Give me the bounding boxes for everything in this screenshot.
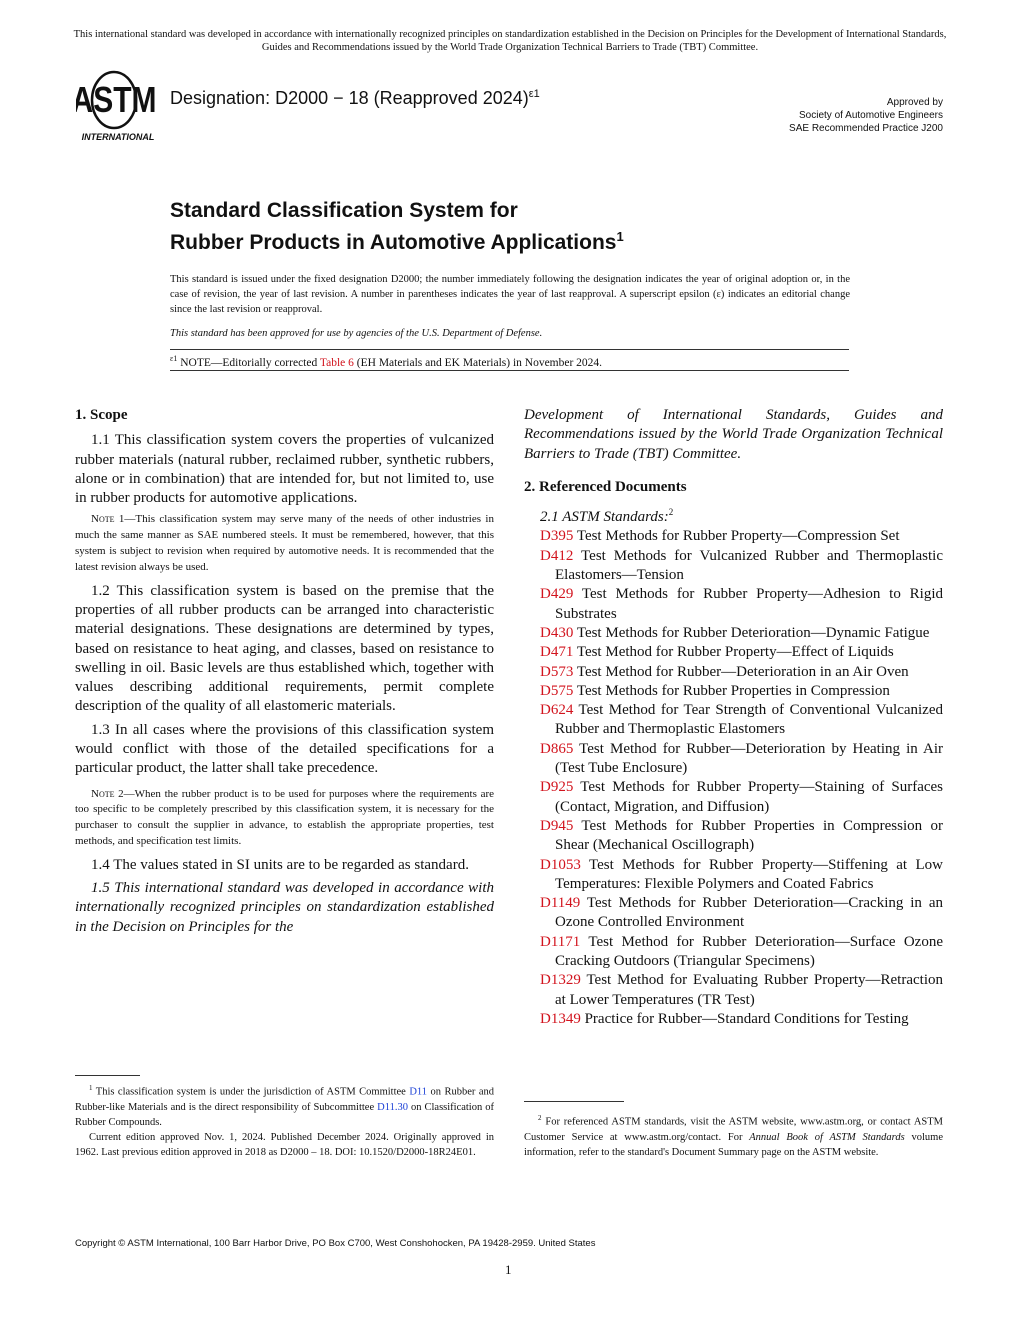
reference-title: Test Methods for Rubber Property—Stiffening at Low Temperatures: Flexible Polymers and Coated Fabrics (555, 856, 943, 892)
astm-logo (76, 70, 160, 142)
fn-italic: Annual Book of ASTM Standards (749, 1131, 905, 1143)
epsilon-text-end: (EH Materials and EK Materials) in November 2024. (353, 356, 603, 369)
section-1-1: 1.1 This classification system covers the properties of vulcanized rubber materials (natural rubber, reclaimed rubber, synthetic rubbers, alone or in combination) that are intended for, but not limited to, use in rubber products for automotive applications. (75, 432, 494, 507)
edition-info: Current edition approved Nov. 1, 2024. Published December 2024. Originally approved in 1962. Last previous edition approved in 2018 as D2000 – 18. DOI: 10.1520/D2000-18R24E01. (75, 1131, 494, 1158)
sae-practice: SAE Recommended Practice J200 (789, 123, 943, 134)
fn-text: volume information, refer to the standard's Document Summary page on the ASTM website. (524, 1131, 943, 1158)
divider (170, 370, 849, 371)
reference-item (524, 624, 943, 643)
reference-item (524, 971, 943, 1010)
committee-d11-link[interactable]: D11 (409, 1086, 428, 1098)
reference-item (524, 585, 943, 624)
reference-code-link[interactable]: D430 (540, 624, 574, 641)
reference-title: Test Methods for Rubber Property—Compression Set (573, 528, 900, 545)
reference-title: Test Methods for Rubber Deterioration—Dynamic Fatigue (573, 624, 930, 641)
reference-item (524, 778, 943, 817)
reference-title: Test Method for Rubber—Deterioration by Heating in Air (Test Tube Enclosure) (555, 740, 943, 777)
footnote-rule (524, 1101, 624, 1102)
section-1-4: 1.4 The values stated in SI units are to be regarded as standard. (91, 856, 469, 873)
reference-title: Test Method for Evaluating Rubber Property—Retraction at Lower Temperatures (TR Test) (555, 972, 943, 1008)
reference-item (524, 527, 943, 546)
svg-text:INTERNATIONAL: INTERNATIONAL (81, 132, 155, 142)
reference-code-link[interactable]: D471 (540, 644, 574, 661)
reference-code-link[interactable]: D1149 (540, 895, 581, 912)
epsilon-note (170, 354, 602, 369)
reference-code-link[interactable]: D1329 (540, 972, 581, 989)
footnote-1 (75, 1081, 494, 1160)
fn-text: on Classification of Rubber Compounds. (75, 1101, 494, 1128)
fn-text: on Rubber and Rubber-like Materials and is the direct responsibility of Subcommittee (75, 1086, 495, 1113)
footnote-rule (75, 1075, 140, 1076)
reference-item (524, 894, 943, 933)
reference-code-link[interactable]: D1053 (540, 856, 581, 873)
reference-code-link[interactable]: D945 (540, 817, 574, 834)
subheading-text: 2.1 ASTM Standards: (540, 509, 669, 526)
title-line-1: Standard Classification System for (170, 199, 518, 222)
reference-code-link[interactable]: D925 (540, 779, 574, 796)
reference-title: Test Method for Rubber Deterioration—Surface Ozone Cracking Outdoors (Triangular Specimens) (555, 933, 943, 970)
fn-text: For referenced ASTM standards, visit the ASTM website, www.astm.org, or contact ASTM Customer Service at www.astm.org/contact. For (524, 1116, 943, 1143)
reference-title: Test Method for Rubber—Deterioration in an Air Oven (573, 663, 909, 680)
referenced-standards-list (524, 527, 943, 1029)
table-6-link[interactable]: Table 6 (319, 356, 354, 369)
section-1-3: 1.3 In all cases where the provisions of this classification system would conflict with those of the detailed specifications for a particular product, the latter shall take precedence. (75, 721, 494, 777)
epsilon-text: NOTE—Editorially corrected (177, 356, 320, 369)
subcommittee-link[interactable]: D11.30 (377, 1101, 408, 1113)
reference-title: Test Methods for Rubber Properties in Compression (573, 682, 890, 699)
footnote-ref: 2 (668, 507, 674, 518)
reference-title: Test Methods for Rubber Property—Adhesion to Rigid Substrates (555, 586, 943, 622)
fn-text: This classification system is under the jurisdiction of ASTM Committee (92, 1086, 410, 1098)
reference-title: Test Methods for Rubber Deterioration—Cracking in an Ozone Controlled Environment (555, 895, 943, 931)
reference-item (524, 740, 943, 779)
reference-title: Practice for Rubber—Standard Conditions for Testing (580, 1010, 909, 1027)
divider (170, 349, 849, 350)
reference-item (524, 643, 943, 662)
designation (170, 88, 540, 109)
note-label: Note 1 (91, 513, 125, 526)
page-number: 1 (505, 1262, 512, 1277)
reference-code-link[interactable]: D1171 (540, 933, 581, 950)
reference-item (524, 933, 943, 972)
note-2 (75, 787, 494, 850)
reference-title: Test Methods for Vulcanized Rubber and Thermoplastic Elastomers—Tension (555, 547, 943, 584)
reference-code-link[interactable]: D575 (540, 682, 574, 699)
reference-item (524, 856, 943, 895)
reference-code-link[interactable]: D865 (540, 740, 574, 757)
note-text: —When the rubber product is to be used for purposes where the requirements are too specific to be completely prescribed by this classification system, it is necessary for the purchaser to consult the supplier in advance, to establish the appropriate properties, test methods, and specification test limits. (75, 787, 494, 848)
section-1-2: 1.2 This classification system is based on the premise that the properties of all rubber products can be arranged into characteristic material designations. These designations are determined by types, based on resistance to heat aging, and classes, based on resistance to swelling in oil. Basic levels are thus established which, together with values describing additional requirements, permit complete description of the quality of all elastomeric materials. (75, 582, 494, 715)
section-1-5-continued: Development of International Standards, Guides and Recommendations issued by the World Trade Organization Technical Barriers to Trade (TBT) Committee. (524, 407, 943, 462)
reference-title: Test Methods for Rubber Properties in Compression or Shear (Mechanical Oscillograph) (555, 817, 943, 854)
reference-code-link[interactable]: D412 (540, 547, 574, 564)
reference-item (524, 663, 943, 682)
issuance-statement: This standard is issued under the fixed designation D2000; the number immediately following the designation indicates the year of original adoption or, in the case of revision, the year of last revision. A number in parentheses indicates the year of last reapproval. A superscript epsilon (ε) indicates an editorial change since the last revision or reapproval. (170, 274, 850, 315)
right-column (524, 406, 943, 1029)
reference-code-link[interactable]: D624 (540, 702, 574, 719)
title-line-2: Rubber Products in Automotive Applications (170, 231, 617, 254)
reference-code-link[interactable]: D429 (540, 586, 574, 603)
designation-sup: ε1 (528, 88, 540, 100)
reference-code-link[interactable]: D1349 (540, 1010, 581, 1027)
reference-item (524, 701, 943, 740)
note-label: Note 2 (91, 787, 124, 800)
title-footnote-ref: 1 (616, 229, 624, 244)
reference-item (524, 547, 943, 586)
reference-code-link[interactable]: D395 (540, 528, 574, 545)
page-title (170, 198, 624, 256)
reference-title: Test Method for Rubber Property—Effect of Liquids (573, 644, 894, 661)
reference-item (524, 817, 943, 856)
reference-title: Test Methods for Rubber Property—Staining of Surfaces (Contact, Migration, and Diffusion) (555, 779, 943, 815)
referenced-documents-heading: 2. Referenced Documents (524, 478, 687, 495)
footnote-2 (524, 1111, 943, 1160)
section-1-5: 1.5 This international standard was developed in accordance with internationally recognized principles on standardization established in the Decision on Principles for the (75, 880, 494, 935)
reference-title: Test Method for Tear Strength of Conventional Vulcanized Rubber and Thermoplastic Elastomers (555, 702, 943, 738)
left-column (75, 406, 494, 941)
copyright: Copyright © ASTM International, 100 Barr Harbor Drive, PO Box C700, West Conshohocken, PA 19428-2959. United States (75, 1238, 596, 1249)
reference-item (524, 682, 943, 701)
scope-heading: 1. Scope (75, 407, 128, 423)
fn-sup: 1 (89, 1084, 93, 1092)
reference-item (524, 1010, 943, 1029)
svg-text:ASTM: ASTM (76, 80, 157, 121)
tbt-statement: This international standard was developed in accordance with internationally recognized principles on standardization established in the Decision on Principles for the Development of International Standards, Guides and Recommendations issued by the World Trade Organization Technical Barriers to Trade (TBT) Committee. (73, 29, 947, 53)
dod-statement: This standard has been approved for use by agencies of the U.S. Department of Defense. (170, 328, 543, 339)
reference-code-link[interactable]: D573 (540, 663, 574, 680)
note-text: —This classification system may serve many of the needs of other industries in much the same manner as SAE numbered steels. It must be remembered, however, that this system is subject to revision when required by automotive needs. It is recommended that the latest revision always be used. (75, 513, 494, 573)
epsilon-sup: ε1 (170, 354, 178, 363)
designation-text: Designation: D2000 − 18 (Reapproved 2024) (170, 88, 529, 108)
approver-org: Society of Automotive Engineers (799, 110, 943, 121)
astm-standards-subheading (524, 503, 943, 527)
approved-by: Approved by (886, 97, 943, 108)
approval-info (789, 96, 943, 135)
note-1 (75, 512, 494, 575)
fn-sup: 2 (538, 1114, 542, 1122)
